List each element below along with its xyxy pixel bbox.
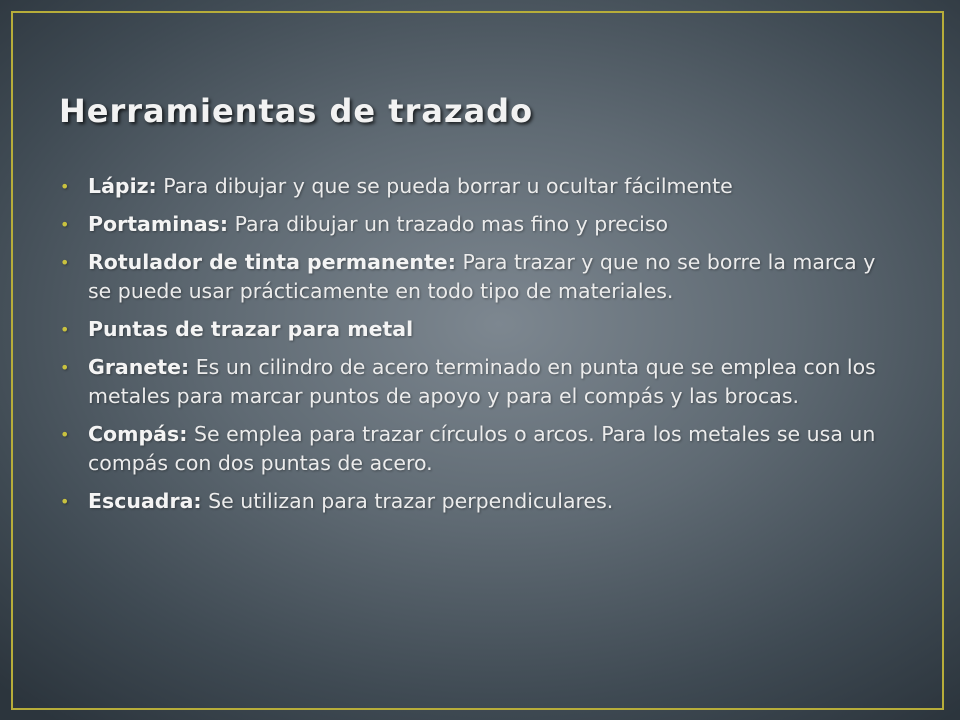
item-term: Lápiz: <box>88 174 157 198</box>
item-term: Granete: <box>88 355 190 379</box>
list-item <box>60 172 902 201</box>
bullet-icon: • <box>60 215 70 234</box>
item-description: Para dibujar un trazado mas fino y preciso <box>234 212 669 236</box>
item-description: Se utilizan para trazar perpendiculares. <box>208 489 614 513</box>
bullet-icon: • <box>60 358 70 377</box>
bullet-icon: • <box>60 492 70 511</box>
list-item <box>60 210 902 239</box>
bullet-icon: • <box>60 425 70 444</box>
item-term: Compás: <box>88 422 188 446</box>
item-description: Para dibujar y que se pueda borrar u ocultar fácilmente <box>163 174 733 198</box>
item-description: Se emplea para trazar círculos o arcos. Para los metales se usa un compás con dos puntas de acero. <box>88 422 876 475</box>
item-description: Es un cilindro de acero terminado en punta que se emplea con los metales para marcar puntos de apoyo y para el compás y las brocas. <box>88 355 876 408</box>
item-term: Escuadra: <box>88 489 202 513</box>
list-item <box>60 248 902 306</box>
item-term: Portaminas: <box>88 212 229 236</box>
item-term: Puntas de trazar para metal <box>88 317 414 341</box>
bullet-icon: • <box>60 320 70 339</box>
slide-title: Herramientas de trazado <box>59 92 534 130</box>
list-item <box>60 353 902 411</box>
bullet-icon: • <box>60 177 70 196</box>
list-item <box>60 487 902 516</box>
item-term: Rotulador de tinta permanente: <box>88 250 456 274</box>
bullet-list <box>60 172 902 525</box>
list-item <box>60 315 902 344</box>
bullet-icon: • <box>60 253 70 272</box>
list-item <box>60 420 902 478</box>
item-description: Para trazar y que no se borre la marca y se puede usar prácticamente en todo tipo de materiales. <box>88 250 876 303</box>
